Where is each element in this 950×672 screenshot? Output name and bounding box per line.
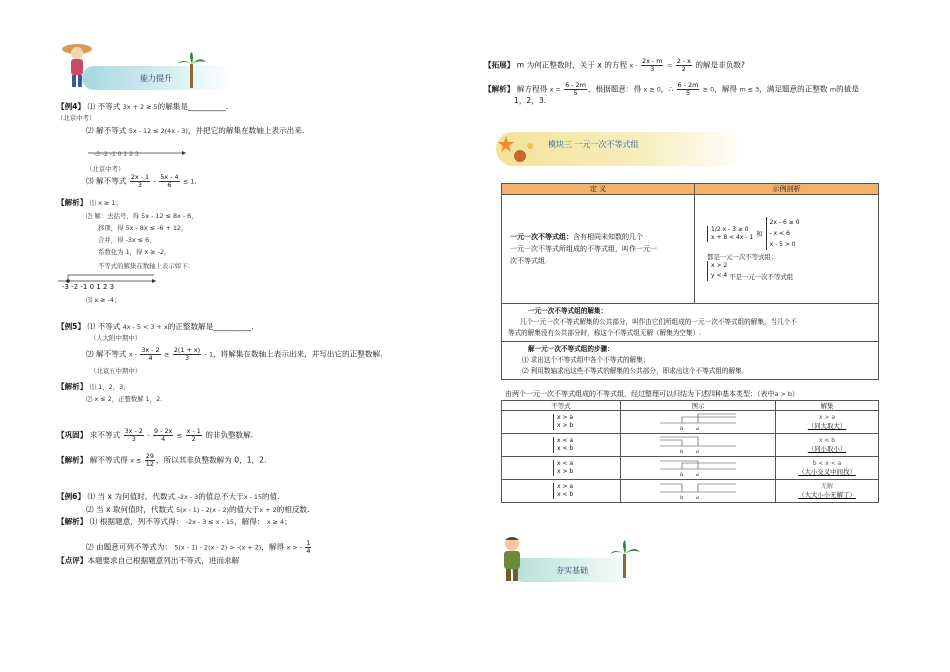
answer-text: 合并，得 -3x ≤ 6，: [98, 236, 156, 244]
fraction: $\frac{5x - 4}{6}$: [160, 173, 179, 189]
svg-text:a: a: [696, 449, 699, 454]
answer-extension: 【解析】 解方程得 x = $\frac{6 - 2m}{5}$ ，根据题意：得 x ≥ 0，∴ $\frac{6 - 2m}{5}$ ≥ 0，解得 m ≤ 3，满足题意的正整数 m的值是: [484, 81, 859, 97]
extension-label: 【拓展】: [484, 60, 515, 70]
question-text: ⑴ 不等式: [87, 102, 121, 111]
types-header-inequality: 不等式: [502, 401, 621, 411]
types-row: x < a x < b b a x < b （同小取小）: [502, 434, 879, 457]
number-line-diagram: [621, 457, 776, 480]
types-header-diagram: 图示: [621, 401, 776, 411]
answer-label: 【解析】: [57, 382, 88, 391]
summary-text: 由两个一元一次不等式组成的不等式组，经过整理可以归结为下述四种基本类型：（表中a > b）: [505, 390, 799, 398]
comment-label: 【点评】: [57, 556, 88, 565]
answer-text: ⑵ 解：去括号，得 5x - 12 ≤ 8x - 6，: [86, 212, 198, 220]
example-5: [57, 322, 254, 332]
question-text: ⑵ 当 x 取何值时，代数式 5(x - 1) - 2(x - 2)的值大于x + 2的相反数.: [86, 505, 310, 514]
example-6: 【例6】 ⑴ 当 x 为何值时，代数式 -2x - 3的值总不大于x - 15的值.: [57, 492, 280, 501]
question-text: ⑶ 解不等式 $\frac{2x - 1}{3}$ - $\frac{5x - 4}{6}$ ≤ 1.: [86, 173, 197, 189]
svg-text:b: b: [680, 426, 684, 431]
fraction: $\frac{29}{12}$: [145, 452, 154, 468]
types-row: x > a x < b b a 无解 （大大小小无解了）: [502, 480, 879, 503]
fraction: $\frac{2(1 + x)}{3}$: [173, 346, 201, 362]
inequality-system-2: 2x - 6 ≥ 0 - x < 6 x - 5 > 0: [766, 217, 800, 250]
question-text: [86, 126, 304, 136]
fraction: $\frac{1}{4}$: [306, 539, 311, 555]
header-examples: 示例剖析: [695, 184, 879, 195]
solution-set-cell: 一元一次不等式组的解集： 几个一元一次不等式解集的公共部分，叫作由它们所组成的一元一次不等式组的解集，当几个不 等式的解集没有公共部分时，称这个不等式组无解（解集为空集）.: [502, 304, 879, 342]
types-table: [501, 400, 879, 503]
types-row: x < a x > b b a b < x < a （大小交叉中间找）: [502, 457, 879, 480]
types-row: x > a x > b b a x > a （同大取大）: [502, 411, 879, 434]
fraction: $\frac{2x - m}{3}$: [642, 57, 663, 73]
starfish-icon: [498, 134, 538, 170]
svg-text:a: a: [696, 472, 699, 477]
answer-label: 【解析】: [57, 198, 88, 207]
question-text: ，并把它的解集在数轴上表示出来.: [187, 126, 305, 135]
answer-4: [57, 198, 122, 208]
question-text: ⑶ 解不等式: [86, 176, 127, 186]
fraction: $\frac{9 - 2x}{4}$: [154, 427, 173, 443]
inequality-system-1: 1/2 x - 3 ≥ 0 x + 8 < 4x - 1: [707, 226, 753, 242]
fraction: $\frac{3x - 2}{4}$: [141, 346, 160, 362]
expression: 4x - 5 < 3 + x: [122, 323, 168, 331]
source-note: （北京中考）: [86, 165, 125, 173]
answer-text: ⑵ 由题意可列不等式为： 5(x - 1) - 2(x - 2) > -(x + 2)，解得 x > - $\frac{1}{4}$: [86, 539, 311, 555]
examples-cell: 1/2 x - 3 ≥ 0 x + 8 < 4x - 1 和 2x - 6 ≥ 0 - x < 6 x - 5 > 0 都是一元一次不等式组； x > 2 y < 4 不是一元一次不等式组: [695, 195, 879, 304]
number-line-diagram: [621, 480, 776, 503]
svg-text:b: b: [680, 472, 684, 477]
example-label: 【例6】: [57, 492, 86, 501]
cartoon-boy-icon: [495, 534, 529, 588]
example-label: 【例5】: [57, 322, 86, 331]
module-title: 模块三 一元一次不等式组: [548, 140, 639, 149]
svg-text:b: b: [680, 495, 684, 500]
palm-tree-icon: [610, 540, 640, 584]
types-header-solution: 解集: [776, 401, 879, 411]
fraction: $\frac{3x - 2}{3}$: [124, 427, 143, 443]
section-title-ability: 能力提升: [140, 74, 172, 83]
answer-label: 【解析】: [57, 517, 88, 526]
example-label: 【例4】: [57, 102, 86, 111]
definition-table: [501, 183, 879, 380]
fraction: $\frac{2 - x}{2}$: [676, 57, 691, 73]
answer-text: 系数化为 1，得 x ≥ -2，: [98, 248, 171, 256]
consolidation: 【巩固】 求不等式 $\frac{3x - 2}{3}$ - $\frac{9 - 2x}{4}$ ≤ $\frac{x - 1}{2}$ 的非负整数解.: [57, 427, 254, 443]
source-note: （人大附中期中）: [90, 334, 142, 342]
answer-text: ⑵ x ≤ 2，正整数解 1，2.: [86, 395, 163, 403]
question-text: ⑵ 解不等式: [86, 126, 127, 135]
extension: 【拓展】 m 为何正整数时，关于 x 的方程 x - $\frac{2x - m}{3}$ = $\frac{2 - x}{2}$ 的解是非负数?: [484, 57, 745, 73]
fraction: $\frac{2x - 1}{3}$: [130, 173, 150, 189]
number-line-labels: -3 -2 -1 0 1 2 3: [94, 151, 139, 158]
consolidation-label: 【巩固】: [57, 430, 88, 440]
svg-text:a: a: [696, 426, 699, 431]
answer-consolidation: 【解析】 解不等式得 x ≤ $\frac{29}{12}$ ，所以其非负整数解为 0，1，2.: [57, 452, 267, 468]
question-text: 的解集是__________.: [157, 102, 229, 111]
answer-6: 【解析】 ⑴ 根据题意，列不等式得： -2x - 3 ≤ x - 15，解得： x ≥ 4；: [57, 517, 292, 526]
question-text: ⑵ 解不等式 x - $\frac{3x - 2}{4}$ ≥ $\frac{2(1 + x)}{3}$ - 1，将解集在数轴上表示出来，并写出它的正整数解.: [86, 346, 383, 362]
section-title-basics: 夯实基础: [556, 566, 588, 575]
definition-cell: 一元一次不等式组：含有相同未知数的几个 一元一次不等式所组成的不等式组，叫作一元一 次不等式组.: [502, 195, 695, 304]
answer-label: 【解析】: [484, 84, 515, 94]
fraction: $\frac{6 - 2m}{5}$: [677, 81, 699, 97]
steps-cell: 解一元一次不等式组的步骤： ⑴ 求出这个不等式组中各个不等式的解集； ⑵ 利用数轴求出这些不等式的解集的公共部分，即求出这个不等式组的解集.: [502, 342, 879, 380]
question-text: ⑴ 不等式: [87, 322, 121, 331]
example-4: [57, 102, 228, 112]
palm-tree-icon: [178, 52, 206, 94]
svg-text:b: b: [680, 449, 684, 454]
answer-values: 1，2，3.: [514, 96, 547, 105]
number-line-diagram: [621, 411, 776, 434]
header-definition: 定 义: [502, 184, 695, 195]
inequality-system-3: x > 2 y < 4: [707, 261, 727, 281]
fraction: $\frac{x - 1}{2}$: [186, 427, 201, 443]
answer-label: 【解析】: [57, 455, 88, 465]
fraction: $\frac{6 - 2m}{5}$: [565, 81, 586, 97]
expression: 5x - 12 ≤ 2(4x - 3): [128, 127, 188, 135]
answer-text: ⑴ x ≥ 1；: [89, 199, 122, 207]
comment: 【点评】本题要求自己根据题意列出不等式，进而求解: [57, 556, 240, 565]
answer-5: [57, 382, 130, 392]
question-text: 的正整数解是__________.: [167, 322, 254, 331]
source-note: （北京五中期中）: [90, 367, 142, 375]
answer-text: ⑴ 1，2，3；: [89, 383, 130, 391]
svg-text:a: a: [696, 495, 699, 500]
number-line-diagram: [621, 434, 776, 457]
expression: 3x + 2 ≥ 5: [122, 103, 158, 111]
answer-text: ⑶ x ≥ -4；: [86, 296, 121, 304]
source-note: （北京中考）: [57, 114, 96, 122]
examples-note: 都是一元一次不等式组；: [707, 253, 778, 261]
number-line-labels: -3 -2 -1 0 1 2 3: [62, 283, 115, 291]
cartoon-girl-icon: [60, 40, 94, 94]
answer-text: 移项，得 5x - 8x ≤ -6 + 12，: [98, 224, 188, 232]
answer-text: 不等式的解集在数轴上表示如下：: [98, 262, 194, 270]
